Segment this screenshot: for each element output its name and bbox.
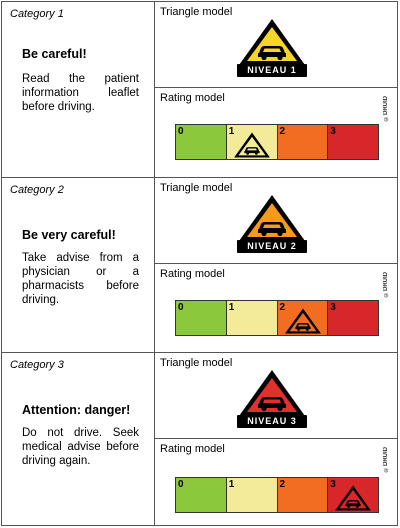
druid-copyright: ©DRUID [383,272,389,297]
warning-triangle [237,17,307,81]
category-title: Category 3 [10,359,64,371]
rating-segment-2 [277,301,328,335]
rating-level-number: 3 [330,126,336,137]
category-heading: Attention: danger! [22,403,131,417]
rating-segment-2 [277,478,328,512]
warning-triangle-icon [237,17,307,67]
category-title: Category 1 [10,8,64,20]
active-level-marker [284,307,322,335]
rating-model-label: Rating model [160,92,225,104]
rating-model-cell [155,263,397,352]
triangle-model-label: Triangle model [160,357,233,369]
warning-triangle [237,193,307,257]
mini-warning-triangle-icon [233,131,271,159]
rating-segment-1 [226,301,277,335]
category-advice: Read the patient information leaflet before driving. [22,73,139,113]
rating-level-number: 2 [279,126,286,137]
rating-level-number: 1 [228,126,235,137]
rating-level-number: 3 [330,302,336,313]
rating-scale-bar [175,124,379,160]
triangle-model-label: Triangle model [160,6,233,18]
rating-level-number: 0 [178,479,184,490]
rating-level-number: 1 [228,479,235,490]
active-level-marker [334,484,372,512]
rating-segment-3 [327,478,378,512]
triangle-model-label: Triangle model [160,182,233,194]
triangle-model-cell [155,2,397,87]
druid-copyright: ©DRUID [383,447,389,472]
rating-segment-0 [176,301,226,335]
rating-segment-0 [176,125,226,159]
category-heading: Be careful! [22,47,87,61]
niveau-label: NIVEAU 3 [237,415,307,428]
rating-segment-1 [226,478,277,512]
rating-model-cell [155,438,397,525]
rating-level-number: 2 [279,479,286,490]
rating-level-number: 1 [228,302,235,313]
category-advice: Do not drive. Seek medical advise before driving again. [22,427,139,467]
warning-triangle-icon [237,368,307,418]
rating-segment-2 [277,125,328,159]
rating-segment-3 [327,301,378,335]
rating-level-number: 3 [330,479,336,490]
mini-warning-triangle-icon [284,307,322,335]
mini-warning-triangle-icon [334,484,372,512]
active-level-marker [233,131,271,159]
rating-segment-1 [226,125,277,159]
category-row-3 [2,352,397,525]
triangle-model-cell [155,353,397,438]
category-row-2 [2,177,397,352]
niveau-label: NIVEAU 1 [237,64,307,77]
druid-copyright: ©DRUID [383,96,389,121]
triangle-model-cell [155,178,397,263]
category-title: Category 2 [10,184,64,196]
rating-scale-bar [175,477,379,513]
rating-model-label: Rating model [160,268,225,280]
category-advice: Take advise from a physician or a pharmacists before driving. [22,252,139,306]
rating-scale-bar [175,300,379,336]
rating-segment-3 [327,125,378,159]
warning-triangle-icon [237,193,307,243]
rating-level-number: 0 [178,126,184,137]
categories-table [1,1,398,526]
rating-model-cell [155,87,397,177]
rating-segment-0 [176,478,226,512]
category-heading: Be very careful! [22,228,116,242]
category-row-1 [2,2,397,177]
warning-triangle [237,368,307,432]
rating-level-number: 2 [279,302,286,313]
niveau-label: NIVEAU 2 [237,240,307,253]
rating-model-label: Rating model [160,443,225,455]
rating-level-number: 0 [178,302,184,313]
